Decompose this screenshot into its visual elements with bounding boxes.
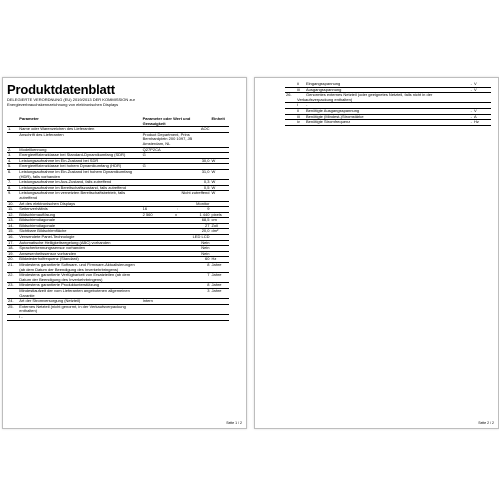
row-label: Benötigte Stromfrequenz xyxy=(306,119,351,125)
row-parameter xyxy=(296,93,448,103)
row-roman-index: iii xyxy=(297,113,300,119)
row-roman-index: iv xyxy=(297,119,300,125)
row-parameter: Bildwiederholfrequenz (Standard) xyxy=(18,257,141,263)
row-number xyxy=(7,289,18,299)
row-unit: Zoll xyxy=(210,223,229,229)
row-parameter: Name oder Warenzeichen des Lieferanten xyxy=(18,127,141,133)
row-value: 0,3 xyxy=(142,180,211,186)
row-number: 17. xyxy=(7,240,18,246)
row-value xyxy=(448,93,473,103)
row-number: 8. xyxy=(7,185,18,191)
row-number: 4. xyxy=(7,158,18,164)
row-label: Ausgangsspannung xyxy=(306,86,342,92)
datasheet-page-2 xyxy=(254,77,499,429)
row-unit: Jahre xyxy=(210,283,229,289)
row-number: 15. xyxy=(7,229,18,235)
row-parameter: Mindestens garantierte Produktunterstützung xyxy=(18,283,141,289)
row-unit: cm xyxy=(210,218,229,224)
parameter-table-continued xyxy=(285,82,491,126)
row-value: 8 xyxy=(142,283,211,289)
table-row xyxy=(7,191,229,201)
page-number: Seite 1 / 2 xyxy=(226,421,242,425)
row-label: - xyxy=(306,102,308,108)
row-number: 19. xyxy=(7,251,18,257)
row-value: Nein xyxy=(142,251,211,257)
row-number xyxy=(7,314,18,320)
row-value: - xyxy=(448,82,473,87)
row-label: Genormtes externes Netzteil (oder geeignetes Netzteil, falls nicht in der Verkaufsverpackung enthalten) xyxy=(297,92,433,102)
row-number: 12. xyxy=(7,212,18,218)
row-value: Nicht zutreffend xyxy=(142,191,211,201)
row-value: 7 xyxy=(142,273,211,283)
row-number: 22. xyxy=(7,273,18,283)
row-number: 1. xyxy=(7,127,18,133)
row-parameter: Bildschirmdiagonale xyxy=(18,223,141,229)
row-number: 10. xyxy=(7,201,18,207)
row-value: 3 xyxy=(142,289,211,299)
row-roman-index: ii xyxy=(297,107,299,113)
row-number: 21. xyxy=(7,263,18,273)
value-separator: x xyxy=(175,211,178,217)
row-unit xyxy=(210,132,229,147)
row-parameter: Leistungsaufnahme im Ein-Zustand bei SDR xyxy=(18,158,141,164)
row-parameter: Bildschirmdiagonale xyxy=(18,218,141,224)
value-separator: : xyxy=(176,206,178,212)
row-parameter: Automatische Helligkeitsregelung (ABC) vorhanden xyxy=(18,240,141,246)
row-value: 31,0 xyxy=(142,169,211,179)
page-number: Seite 2 / 2 xyxy=(478,421,494,425)
row-label: Eingangsspannung xyxy=(306,81,341,86)
row-parameter: Mindestens garantierte Software- und Firmware-Aktualisierungen (ab dem Datum der Beendigung des Inverkehrbringens) xyxy=(18,263,141,273)
row-value: 0,5 xyxy=(142,185,211,191)
row-parameter: Modellkennung xyxy=(18,147,141,153)
row-label: Benötigte Ausgangsspannung xyxy=(306,107,360,113)
row-value: 30,0 xyxy=(142,158,211,164)
row-value: - xyxy=(448,120,473,126)
table-row xyxy=(7,289,229,299)
row-number: 5. xyxy=(7,164,18,170)
row-parameter: Leistungsaufnahme im Bereitschaftszustand, falls zutreffend xyxy=(18,185,141,191)
value-part-a: 2 560 xyxy=(142,211,153,217)
row-parameter: i - xyxy=(18,314,141,320)
header-unit: Einheit xyxy=(210,117,229,127)
row-unit: Hz xyxy=(210,257,229,263)
parameter-table xyxy=(7,117,229,321)
row-unit: Hz xyxy=(473,120,491,126)
row-value: Nein xyxy=(142,246,211,252)
row-number: 24. xyxy=(7,299,18,305)
row-number xyxy=(285,120,296,126)
row-value xyxy=(142,314,211,320)
row-unit: Jahre xyxy=(210,263,229,273)
row-value: AOC xyxy=(142,127,211,133)
row-unit xyxy=(473,93,491,103)
row-unit: W xyxy=(210,191,229,201)
row-value: Product Department, Prins Bernhardplein 200 1097, JB Amsterdam, NL xyxy=(142,132,211,147)
row-value: - xyxy=(448,108,473,114)
row-parameter xyxy=(296,120,448,126)
row-unit: W xyxy=(210,158,229,164)
row-roman-index: ii xyxy=(297,81,299,86)
row-number: 18. xyxy=(7,246,18,252)
row-parameter: Mindestens garantierte Verfügbarkeit von Ersatzteilen (ab dem Datum der Beendigung des Inverkehrbringens) xyxy=(18,273,141,283)
row-parameter: Seitenverhältnis xyxy=(18,207,141,213)
value-part-b: 1 440 xyxy=(199,211,210,217)
row-value xyxy=(142,212,211,218)
row-unit: W xyxy=(210,169,229,179)
row-unit: V xyxy=(473,82,491,87)
row-number xyxy=(7,132,18,147)
row-value: 68,5 xyxy=(142,218,211,224)
row-number: 26. xyxy=(285,93,296,103)
row-parameter: Anwesenheitssensor vorhanden xyxy=(18,251,141,257)
row-unit: pixels xyxy=(210,212,229,218)
row-parameter: Bildschirmauflösung xyxy=(18,212,141,218)
row-roman-index: i xyxy=(297,102,298,108)
row-parameter: Art des elektronischen Displays xyxy=(18,201,141,207)
row-value: - xyxy=(448,87,473,93)
header-parameter: Parameter xyxy=(18,117,141,127)
table-row xyxy=(285,120,491,126)
row-value: Q27P2CA xyxy=(142,147,211,153)
row-number: 9. xyxy=(7,191,18,201)
row-number: 13. xyxy=(7,218,18,224)
row-parameter: Energieeffizienzklasse bei Standard-Dynamikumfang (SDR) xyxy=(18,153,141,159)
row-unit xyxy=(210,304,229,314)
row-unit: W xyxy=(210,180,229,186)
row-parameter: Mindestlaufzeit der vom Lieferanten angebotenen allgemeinen Garantie xyxy=(18,289,141,299)
row-value: 60 xyxy=(142,257,211,263)
row-value: Monitor xyxy=(142,201,211,207)
row-parameter: Leistungsaufnahme im Ein-Zustand bei hohem Dynamikumfang (HDR), falls vorhanden xyxy=(18,169,141,179)
regulation-subtitle: DELEGIERTE VERORDNUNG (EU) 2019/2013 DER KOMMISSION zur Energieverbrauchskennzeichnung von elektronischen Displays xyxy=(7,97,135,107)
row-unit: V xyxy=(473,108,491,114)
row-parameter: Externes Netzteil (nicht genormt, in der Verkaufsverpackung enthalten) xyxy=(18,304,141,314)
row-value: G xyxy=(142,153,211,159)
table-row xyxy=(7,132,229,147)
row-parameter: Verwendete Panel-Technologie xyxy=(18,235,141,241)
row-number: 6. xyxy=(7,169,18,179)
table-row xyxy=(7,273,229,283)
row-unit: Jahre xyxy=(210,289,229,299)
header-value: Parameter oder Wert und Genauigkeit xyxy=(142,117,211,127)
row-unit: dm² xyxy=(210,229,229,235)
row-value: Intern xyxy=(142,299,211,305)
row-number: 23. xyxy=(7,283,18,289)
document-title: Produktdatenblatt xyxy=(7,82,115,97)
row-number: 11. xyxy=(7,207,18,213)
row-number: 16. xyxy=(7,235,18,241)
row-number: 3. xyxy=(7,153,18,159)
row-parameter: Leistungsaufnahme im Aus-Zustand, falls zutreffend xyxy=(18,180,141,186)
row-number: 20. xyxy=(7,257,18,263)
row-unit: Jahre xyxy=(210,273,229,283)
row-number: 25. xyxy=(7,304,18,314)
row-value: G xyxy=(142,164,211,170)
datasheet-page-1 xyxy=(2,77,247,429)
row-value: - xyxy=(448,114,473,120)
row-unit: V xyxy=(473,87,491,93)
value-part-a: 16 xyxy=(142,206,148,212)
table-row xyxy=(285,93,491,103)
row-parameter: Energieeffizienzklasse bei hohem Dynamikumfang (HDR) xyxy=(18,164,141,170)
row-parameter: Anschrift des Lieferanten xyxy=(18,132,141,147)
row-value xyxy=(142,304,211,314)
row-unit: A xyxy=(473,114,491,120)
row-value: 20,0 xyxy=(142,229,211,235)
table-row xyxy=(7,314,229,320)
row-unit: W xyxy=(210,185,229,191)
row-parameter: Sichtbare Bildschirmfläche xyxy=(18,229,141,235)
table-row xyxy=(7,263,229,273)
row-value: LED LCD xyxy=(142,235,211,241)
row-number: 2. xyxy=(7,147,18,153)
row-parameter: Leistungsaufnahme im vernetzten Bereitschaftsbetrieb, falls zutreffend xyxy=(18,191,141,201)
table-row xyxy=(7,169,229,179)
row-number: 14. xyxy=(7,223,18,229)
row-value: Nein xyxy=(142,240,211,246)
row-value: 27 xyxy=(142,223,211,229)
row-parameter: Art der Stromversorgung (Netzteil) xyxy=(18,299,141,305)
row-label: Benötigte (Mindest-)Stromstärke xyxy=(306,113,364,119)
row-number: 7. xyxy=(7,180,18,186)
row-unit xyxy=(210,314,229,320)
value-part-b: 9 xyxy=(207,206,210,212)
row-roman-index: iii xyxy=(297,86,300,92)
row-parameter: Spracherkennungssensor vorhanden xyxy=(18,246,141,252)
table-row xyxy=(7,304,229,314)
row-value: 8 xyxy=(142,263,211,273)
